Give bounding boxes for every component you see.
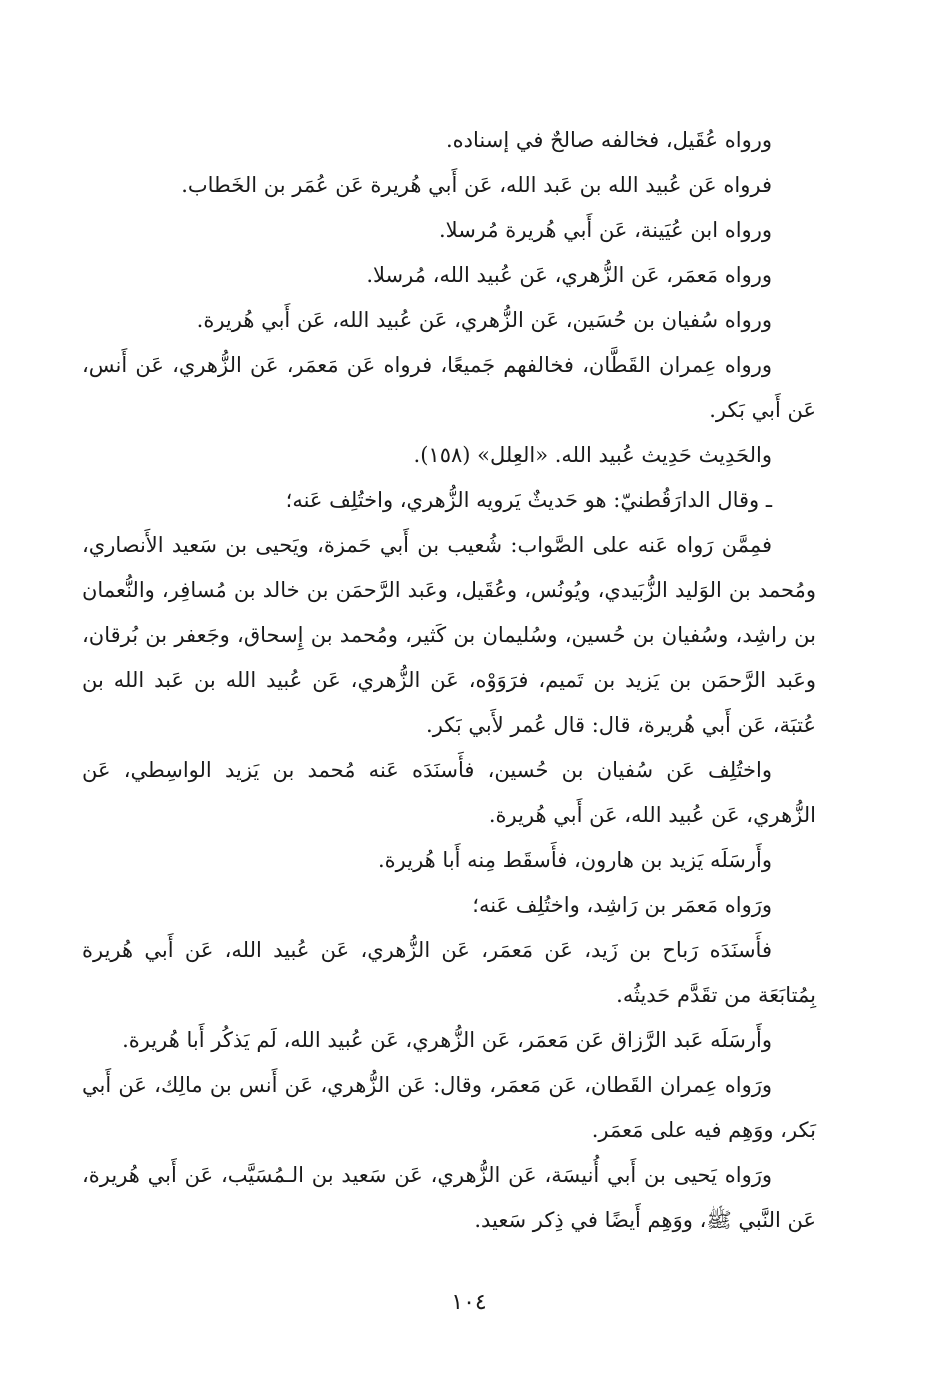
paragraph-8: ـ وقال الدارَقُطنيّ: هو حَديثٌ يَرويه الزُّهري، واختُلِف عَنه؛ (285, 488, 772, 512)
paragraph-10: واختُلِف عَن سُفيان بن حُسين، فأَسنَدَه عَنه مُحمد بن يَزيد الواسِطي، عَن الزُّهري، عَن عُبيد الله، عَن أَبي هُريرة. (82, 758, 816, 827)
paragraph-1: ورواه عُقَيل، فخالفه صالحٌ في إسناده. (445, 128, 772, 152)
paragraph-15: ورَواه عِمران القَطان، عَن مَعمَر، وقال: عَن الزُّهري، عَن أَنس بن مالِك، عَن أَبي بَكر، ووَهِم فيه على مَعمَر. (82, 1073, 816, 1142)
paragraph-3: ورواه ابن عُيَينة، عَن أَبي هُريرة مُرسلا. (439, 218, 772, 242)
paragraph-16: ورَواه يَحيى بن أَبي أُنيسَة، عَن الزُّهري، عَن سَعيد بن الـمُسَيَّب، عَن أَبي هُريرة، عَن النَّبي ﷺ، ووَهِم أَيضًا في ذِكر سَعيد. (82, 1163, 816, 1232)
paragraph-5: ورواه سُفيان بن حُسَين، عَن الزُّهري، عَن عُبيد الله، عَن أَبي هُريرة. (196, 308, 772, 332)
page-number: ١٠٤ (451, 1290, 487, 1315)
paragraph-12: ورَواه مَعمَر بن رَاشِد، واختُلِف عَنه؛ (472, 893, 772, 917)
paragraph-4: ورواه مَعمَر، عَن الزُّهري، عَن عُبيد الله، مُرسلا. (366, 263, 772, 287)
paragraph-13: فأَسنَدَه رَباح بن زَيد، عَن مَعمَر، عَن الزُّهري، عَن عُبيد الله، عَن أَبي هُريرة بِمُتابَعَة من تقَدَّم حَديثُه. (82, 938, 816, 1007)
paragraph-2: فرواه عَن عُبيد الله بن عَبد الله، عَن أَبي هُريرة عَن عُمَر بن الخَطاب. (181, 173, 772, 197)
paragraph-14: وأَرسَلَه عَبد الرَّزاق عَن مَعمَر، عَن الزُّهري، عَن عُبيد الله، لَم يَذكُر أَبا هُريرة. (122, 1028, 772, 1052)
paragraph-11: وأَرسَلَه يَزيد بن هارون، فأَسقَط مِنه أَبا هُريرة. (377, 848, 772, 872)
paragraph-9: فمِمَّن رَواه عَنه على الصَّواب: شُعيب بن أَبي حَمزة، ويَحيى بن سَعيد الأَنصاري، ومُحمد بن الوَليد الزُّبَيدي، ويُونُس، وعُقَيل، وعَبد الرَّحمَن بن خالد بن مُسافِر، والنُّعمان بن راشِد، وسُفيان بن حُسين، وسُليمان بن كَثير، ومُحمد بن إِسحاق، وجَعفر بن بُرقان، وعَبد الرَّحمَن بن يَزيد بن تَميم، فرَوَوْه، عَن الزُّهري، عَن عُبيد الله بن عَبد الله بن عُتبَة، عَن أَبي هُريرة، قال: قال عُمر لأَبي بَكر. (82, 533, 816, 737)
page-body (82, 118, 816, 1243)
paragraph-7: والحَدِيث حَدِيث عُبيد الله. «العِلل» (١٥٨). (413, 443, 772, 467)
paragraph-6: ورواه عِمران القَطَّان، فخالفهم جَميعًا، فرواه عَن مَعمَر، عَن الزُّهري، عَن أَنس، عَن أَبي بَكر. (82, 353, 816, 422)
